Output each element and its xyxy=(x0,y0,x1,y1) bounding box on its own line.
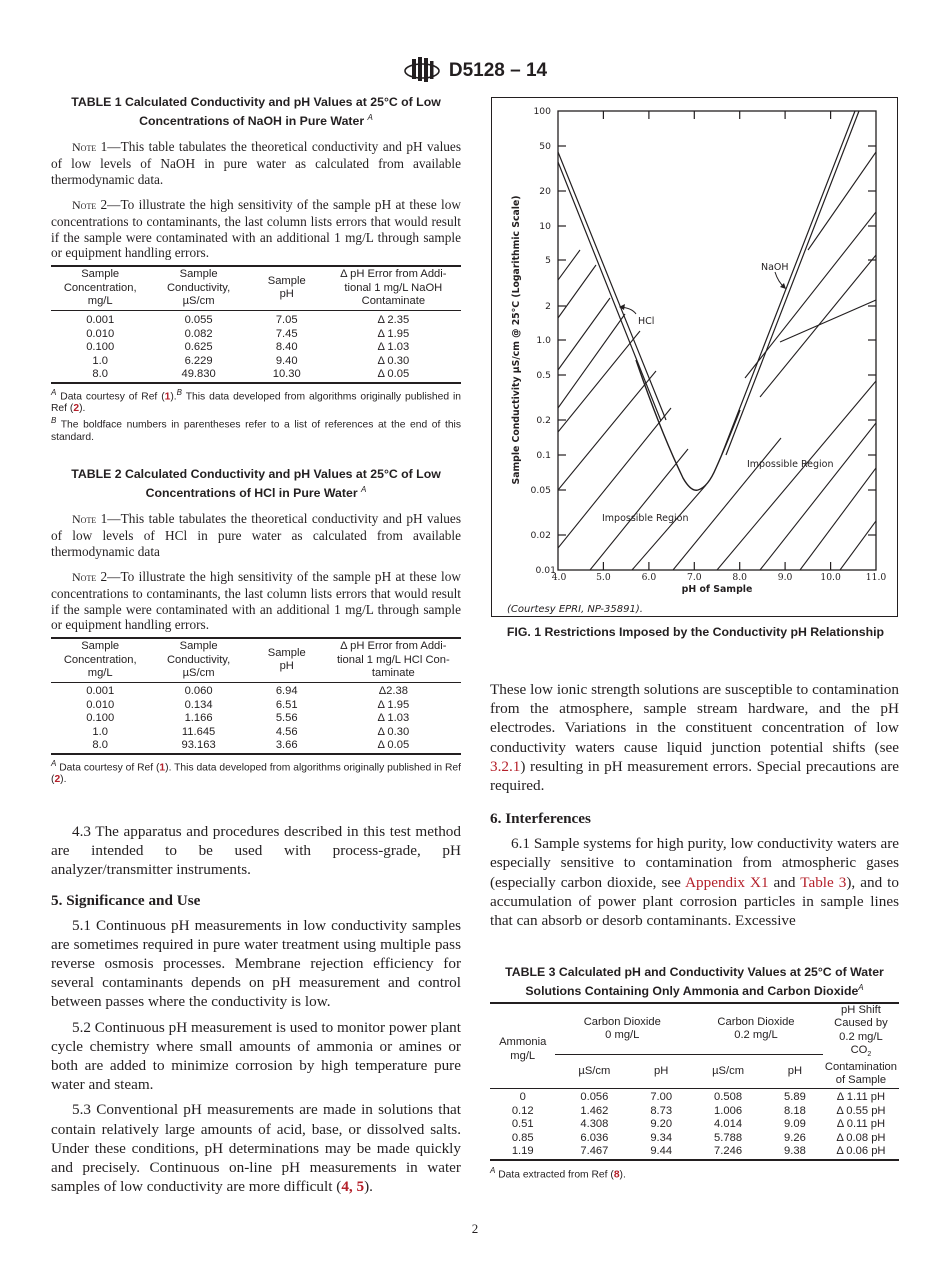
x-axis-ticks xyxy=(603,111,830,570)
svg-text:0.02: 0.02 xyxy=(530,530,551,541)
col-header-co2-0: Carbon Dioxide 0 mg/L xyxy=(555,1003,689,1054)
section-5-heading: 5. Significance and Use xyxy=(51,891,201,909)
hcl-label: HCl xyxy=(638,316,655,327)
paragraph-5-1: 5.1 Continuous pH measurements in low conductivity samples are sometimes required in pure water treatment using multiple pass reverse osmosis processes. Membrane rejection efficiency for several contaminants depends on pH measurement and control between passes where the conductivity is low. xyxy=(51,916,461,1011)
page-header xyxy=(0,56,950,86)
col-header-concentration: Sample Concentration, mg/L xyxy=(63,640,137,680)
table-row: 8.0 93.163 3.66 Δ 0.05 xyxy=(92,739,410,752)
svg-text:0.5: 0.5 xyxy=(536,370,551,381)
svg-text:6.0: 6.0 xyxy=(641,572,657,583)
document-code: D5128 – 14 xyxy=(448,60,548,81)
ref-link[interactable]: 2 xyxy=(54,774,61,786)
table1-note2 xyxy=(51,197,461,261)
table3-title-line1: TABLE 3 Calculated pH and Conductivity Values at 25°C of Water xyxy=(505,965,884,979)
table1-footnote-b: $^B$ The boldface numbers in parentheses refer to a list of references at the end of this standard. xyxy=(51,416,461,443)
subheader-ph: pH xyxy=(654,1064,669,1077)
table-row: 8.0 49.830 10.30 Δ 0.05 xyxy=(92,368,410,381)
table3-grid xyxy=(490,1002,899,1161)
table-row: 0.010 0.134 6.51 Δ 1.95 xyxy=(86,698,410,711)
ref-link[interactable]: 5 xyxy=(356,1178,365,1196)
table1-footnote-a: $^A$ Data courtesy of Ref (1).$^B$ This data developed from algorithms originally published in Ref (2). xyxy=(51,387,461,415)
table-header-row xyxy=(51,266,461,310)
paragraph-5-2: 5.2 Continuous pH measurement is used to monitor power plant cycle chemistry where small amounts of ammonia or amines or both are added to minimize corrosion by high temperature pure water and steam. xyxy=(51,1018,461,1094)
table2-section xyxy=(51,467,461,786)
paragraph-5-3: 5.3 Conventional pH measurements are made in solutions that contain relatively large amounts of acid, base, or dissolved salts. Under these conditions, pH determinations may be made quickly and precisely. Continuous on-line pH measurements in water samples of low conductivity are more difficult (4, 5). xyxy=(51,1101,461,1196)
svg-text:0.01: 0.01 xyxy=(535,565,556,576)
note-label: Note xyxy=(72,512,97,527)
paragraph-continued: These low ionic strength solutions are susceptible to contamination from the atmosphere, sample stream hardware, and the pH electrodes. Variations in the constituent concentration of low conductivity waters cause liquid junction potential shifts (see 3.2.1) resulting in pH measurement errors. Special precautions are required. xyxy=(490,681,899,795)
svg-text:1.0: 1.0 xyxy=(536,335,551,346)
note-text: 2—To illustrate the high sensitivity of the sample pH at these low concentrations to contaminants, the last column lists errors that would result if the sample were contaminated with an additional 1 mg/L through sample or equipment handling errors. xyxy=(51,197,461,261)
note-label: Note xyxy=(72,198,97,213)
table-row: 1.19 7.467 9.44 7.246 9.38 Δ 0.06 pH xyxy=(511,1145,886,1158)
svg-text:50: 50 xyxy=(539,141,551,152)
col-header-ammonia: Ammonia mg/L xyxy=(499,1036,547,1062)
y-axis-label: Sample Conductivity µS/cm @ 25°C (Logarithmic Scale) xyxy=(511,195,522,485)
table-row: 1.0 6.229 9.40 Δ 0.30 xyxy=(92,354,410,367)
svg-text:0.05: 0.05 xyxy=(530,485,551,496)
table-header-row xyxy=(490,1003,899,1054)
paragraph-4-3: 4.3 The apparatus and procedures described in this test method are intended to be used with process-grade, pH analyzer/transmitter instruments. xyxy=(51,823,461,879)
col-header-co2-02: Carbon Dioxide 0.2 mg/L xyxy=(689,1003,823,1054)
svg-text:0.1: 0.1 xyxy=(536,450,551,461)
subheader-conductivity: µS/cm xyxy=(712,1064,745,1077)
table-row: 0 0.056 7.00 0.508 5.89 Δ 1.11 pH xyxy=(519,1091,886,1104)
table-row: 0.100 0.625 8.40 Δ 1.03 xyxy=(86,341,410,354)
impossible-region-label-right: Impossible Region xyxy=(747,459,834,470)
svg-text:0.2: 0.2 xyxy=(536,415,551,426)
table3-footnote: $^A$ Data extracted from Ref (8). xyxy=(490,1166,626,1181)
svg-text:20: 20 xyxy=(539,186,551,197)
astm-logo-icon xyxy=(403,56,441,86)
table2-title xyxy=(51,467,461,501)
body-right xyxy=(490,680,899,930)
svg-text:2: 2 xyxy=(545,301,551,312)
impossible-region-label-left: Impossible Region xyxy=(602,513,689,524)
note-text: 2—To illustrate the high sensitivity of the sample pH at these low concentrations to contaminants, the last column lists errors that would result if the sample were contaminated with an additional 1 mg/L through sample or equipment handling errors. xyxy=(51,569,461,633)
svg-text:5: 5 xyxy=(545,255,551,266)
col-header-ph: Sample pH xyxy=(267,274,306,301)
svg-text:8.0: 8.0 xyxy=(732,572,748,583)
figure1-caption: FIG. 1 Restrictions Imposed by the Conductivity pH Relationship xyxy=(506,625,885,639)
table3-section xyxy=(490,965,899,1181)
body-left xyxy=(51,822,461,1196)
svg-text:11.0: 11.0 xyxy=(865,572,887,583)
table2-footnote-a: $^A$ Data courtesy of Ref (1). This data developed from algorithms originally published in Ref (2). xyxy=(51,758,461,786)
table3-title-line2: Solutions Containing Only Ammonia and Carbon Dioxide xyxy=(525,984,859,999)
table-row: 0.001 0.060 6.94 Δ2.38 xyxy=(86,685,408,698)
svg-text:10: 10 xyxy=(539,221,551,232)
svg-text:10.0: 10.0 xyxy=(820,572,841,583)
section-link-3-2-1[interactable]: 3.2.1 xyxy=(490,757,521,775)
table1-title-line2: Concentrations of NaOH in Pure Water xyxy=(139,114,365,129)
table2-grid xyxy=(51,637,461,755)
col-header-ph: Sample pH xyxy=(267,646,306,673)
table-row: 1.0 11.645 4.56 Δ 0.30 xyxy=(92,725,410,738)
col-header-conductivity: Sample Conductivity, µS/cm xyxy=(166,268,231,308)
figure-courtesy: (Courtesy EPRI, NP-35891). xyxy=(507,604,643,615)
svg-text:4.0: 4.0 xyxy=(551,572,567,583)
naoh-label: NaOH xyxy=(761,262,789,273)
table1-note1 xyxy=(51,139,461,187)
ref-link[interactable]: 8 xyxy=(613,1169,620,1181)
table1-title xyxy=(51,95,461,129)
naoh-curve xyxy=(722,111,859,455)
hcl-curve xyxy=(558,152,666,421)
page-number: 2 xyxy=(471,1221,479,1236)
note-label: Note xyxy=(72,570,97,585)
svg-text:7.0: 7.0 xyxy=(686,572,702,583)
table-row: 0.010 0.082 7.45 Δ 1.95 xyxy=(86,327,410,340)
appendix-x1-link[interactable]: Appendix X1 xyxy=(685,873,769,891)
table3-title xyxy=(490,965,899,999)
table-row: 0.001 0.055 7.05 Δ 2.35 xyxy=(86,314,410,327)
note-text: 1—This table tabulates the theoretical conductivity and pH values of low levels of NaOH in pure water as calculated from available thermodynamic data. xyxy=(51,139,461,187)
svg-text:5.0: 5.0 xyxy=(596,572,611,583)
figure1-chart xyxy=(491,97,898,617)
ref-link[interactable]: 1 xyxy=(164,391,171,403)
impossible-region-hatching xyxy=(558,152,876,570)
table-header-row xyxy=(51,638,461,682)
table-row: 0.100 1.166 5.56 Δ 1.03 xyxy=(86,712,410,725)
x-axis-label: pH of Sample xyxy=(681,584,753,595)
footnote-marker: A xyxy=(858,983,864,992)
subheader-conductivity: µS/cm xyxy=(578,1064,611,1077)
footnote-marker: A xyxy=(367,113,373,122)
table1-grid xyxy=(51,265,461,384)
col-header-ph-shift: pH Shift Caused by 0.2 mg/L $CO_2$ Contamination of Sample xyxy=(824,1004,897,1087)
pure-water-curve xyxy=(636,360,740,490)
col-header-conductivity: Sample Conductivity, µS/cm xyxy=(166,640,231,680)
note-label: Note xyxy=(72,140,97,155)
table2-title-line1: TABLE 2 Calculated Conductivity and pH Values at 25°C of Low xyxy=(71,467,441,481)
table1-title-line1: TABLE 1 Calculated Conductivity and pH Values at 25°C of Low xyxy=(71,95,441,109)
svg-text:100: 100 xyxy=(533,106,551,117)
y-tick-labels xyxy=(531,106,556,576)
svg-text:9.0: 9.0 xyxy=(777,572,793,583)
section-6-heading: 6. Interferences xyxy=(490,810,591,828)
ref-link[interactable]: 1 xyxy=(159,762,166,774)
table1-section xyxy=(51,95,461,444)
table2-note2 xyxy=(51,569,461,633)
table3-link[interactable]: Table 3 xyxy=(800,873,847,891)
ref-link[interactable]: 4 xyxy=(341,1178,349,1196)
col-header-ph-error: Δ pH Error from Addi- tional 1 mg/L HCl Con- taminate xyxy=(336,640,450,680)
col-header-ph-error: Δ pH Error from Addi- tional 1 mg/L NaOH Contaminate xyxy=(340,268,447,308)
table-row: 0.51 4.308 9.20 4.014 9.09 Δ 0.11 pH xyxy=(511,1118,886,1131)
subheader-ph: pH xyxy=(787,1064,803,1077)
note-text: 1—This table tabulates the theoretical conductivity and pH values of low levels of HCl in pure water as calculated from available thermodynamic data xyxy=(51,511,461,559)
x-tick-labels xyxy=(552,572,887,583)
table2-note1 xyxy=(51,511,461,559)
table-row: 0.12 1.462 8.73 1.006 8.18 Δ 0.55 pH xyxy=(511,1104,886,1117)
table-row: 0.85 6.036 9.34 5.788 9.26 Δ 0.08 pH xyxy=(511,1131,886,1144)
table2-title-line2: Concentrations of HCl in Pure Water xyxy=(145,486,358,501)
col-header-concentration: Sample Concentration, mg/L xyxy=(63,268,137,308)
paragraph-6-1: 6.1 Sample systems for high purity, low conductivity waters are especially sensitive to contamination from atmospheric gases (especially carbon dioxide, see Appendix X1 and Table 3), and to accumulation of power plant corrosion particles in sample lines that can absorb or desorb contaminants. Excessive xyxy=(490,835,899,930)
footnote-marker: A xyxy=(361,485,367,494)
ref-link[interactable]: 2 xyxy=(73,403,80,415)
